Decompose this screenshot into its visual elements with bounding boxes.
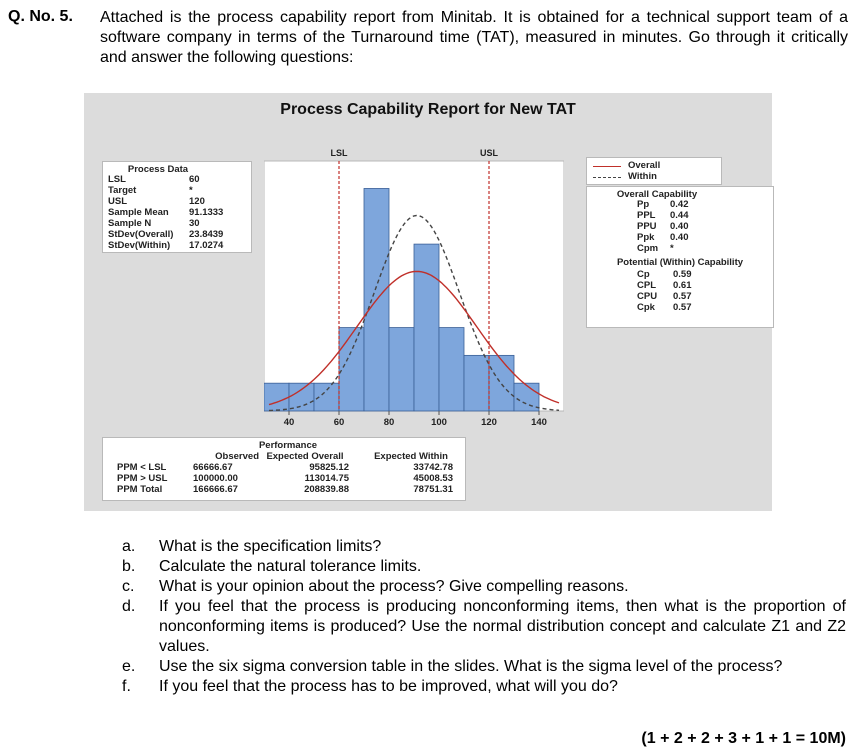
perf-row-label: PPM > USL bbox=[117, 473, 168, 484]
histogram-bar bbox=[464, 355, 489, 411]
perf-row-label: PPM < LSL bbox=[117, 462, 167, 473]
question-item bbox=[122, 597, 846, 657]
histogram-bar bbox=[289, 383, 314, 411]
overall-line-swatch bbox=[593, 166, 621, 167]
potential-capability-header: Potential (Within) Capability bbox=[616, 257, 744, 268]
perf-expected-overall: 208839.88 bbox=[304, 484, 349, 495]
pd-value: 120 bbox=[189, 196, 205, 207]
oc-value: * bbox=[670, 243, 674, 254]
pc-label: Cpk bbox=[637, 302, 655, 313]
x-tick-label: 40 bbox=[283, 417, 295, 428]
col-observed: Observed bbox=[215, 451, 259, 462]
question-text: If you feel that the process has to be improved, what will you do? bbox=[159, 678, 618, 695]
oc-label: PPU bbox=[637, 221, 657, 232]
histogram-bar bbox=[489, 355, 514, 411]
figure-title: Process Capability Report for New TAT bbox=[280, 101, 576, 118]
pd-value: 60 bbox=[189, 174, 200, 185]
question-letter: c. bbox=[122, 578, 135, 595]
pd-value: * bbox=[189, 185, 193, 196]
oc-label: Cpm bbox=[637, 243, 659, 254]
col-expected-within: Expected Within bbox=[374, 451, 448, 462]
question-letter: a. bbox=[122, 538, 136, 555]
within-line-swatch bbox=[593, 177, 621, 178]
question-text: What is the specification limits? bbox=[159, 538, 382, 555]
process-data-table bbox=[102, 161, 252, 253]
oc-label: PPL bbox=[637, 210, 656, 221]
process-data-header: Process Data bbox=[127, 164, 189, 175]
perf-expected-within: 33742.78 bbox=[413, 462, 453, 473]
histogram-bar bbox=[414, 244, 439, 411]
pc-value: 0.59 bbox=[673, 269, 692, 280]
histogram-bar bbox=[389, 328, 414, 411]
perf-expected-within: 78751.31 bbox=[413, 484, 453, 495]
perf-observed: 166666.67 bbox=[193, 484, 238, 495]
question-letter: b. bbox=[122, 558, 136, 575]
histogram-chart bbox=[264, 147, 564, 447]
question-letter: e. bbox=[122, 658, 136, 675]
question-list bbox=[122, 537, 846, 697]
perf-expected-overall: 95825.12 bbox=[309, 462, 349, 473]
capability-report-figure bbox=[84, 93, 772, 511]
question-text: If you feel that the process is producing nonconforming items, then what is the proportion of nonconforming items is produced? Use the normal distribution concept and calculate Z1 and Z2 values. bbox=[159, 598, 846, 655]
pc-label: Cp bbox=[637, 269, 650, 280]
pd-label: StDev(Overall) bbox=[108, 229, 174, 240]
performance-table bbox=[102, 437, 466, 501]
pc-value: 0.61 bbox=[673, 280, 692, 291]
question-text: Calculate the natural tolerance limits. bbox=[159, 558, 422, 575]
chart-legend bbox=[586, 157, 722, 185]
pd-value: 30 bbox=[189, 218, 200, 229]
oc-label: Pp bbox=[637, 199, 650, 210]
question-item bbox=[122, 657, 846, 677]
histogram-bar bbox=[514, 383, 539, 411]
pd-label: LSL bbox=[108, 174, 126, 185]
performance-header: Performance bbox=[258, 440, 318, 451]
x-tick-label: 120 bbox=[481, 417, 497, 428]
histogram-bar bbox=[264, 383, 289, 411]
pc-label: CPU bbox=[637, 291, 658, 302]
histogram-bar bbox=[439, 328, 464, 411]
pd-label: Sample N bbox=[108, 218, 152, 229]
pd-label: Target bbox=[108, 185, 137, 196]
pd-value: 91.1333 bbox=[189, 207, 224, 218]
perf-expected-overall: 113014.75 bbox=[304, 473, 349, 484]
oc-label: Ppk bbox=[637, 232, 655, 243]
question-item bbox=[122, 577, 846, 597]
pd-value: 17.0274 bbox=[189, 240, 224, 251]
col-expected-overall: Expected Overall bbox=[266, 451, 344, 462]
usl-label: USL bbox=[480, 148, 498, 158]
x-tick-label: 60 bbox=[333, 417, 345, 428]
perf-observed: 100000.00 bbox=[193, 473, 238, 484]
capability-table bbox=[586, 186, 774, 328]
question-text: Use the six sigma conversion table in the slides. What is the sigma level of the process? bbox=[159, 658, 783, 675]
perf-row-label: PPM Total bbox=[117, 484, 163, 495]
perf-observed: 66666.67 bbox=[193, 462, 233, 473]
marks-breakdown: (1 + 2 + 2 + 3 + 1 + 1 = 10M) bbox=[641, 730, 846, 747]
pd-label: StDev(Within) bbox=[108, 240, 171, 251]
pc-value: 0.57 bbox=[673, 302, 692, 313]
question-label: Q. No. 5. bbox=[8, 8, 73, 25]
x-tick-label: 100 bbox=[431, 417, 447, 428]
oc-value: 0.40 bbox=[670, 221, 689, 232]
question-item bbox=[122, 557, 846, 577]
question-intro: Attached is the process capability report from Minitab. It is obtained for a technical support team of a software company in terms of the Turnaround time (TAT), measured in minutes. Go through it critically and answer the following questions: bbox=[100, 9, 848, 66]
perf-expected-within: 45008.53 bbox=[413, 473, 453, 484]
legend-within: Within bbox=[628, 171, 657, 182]
pd-value: 23.8439 bbox=[189, 229, 224, 240]
x-tick-label: 140 bbox=[531, 417, 547, 428]
pd-label: Sample Mean bbox=[108, 207, 169, 218]
oc-value: 0.44 bbox=[670, 210, 689, 221]
oc-value: 0.42 bbox=[670, 199, 689, 210]
oc-value: 0.40 bbox=[670, 232, 689, 243]
legend-overall: Overall bbox=[628, 160, 661, 171]
question-text: What is your opinion about the process? Give compelling reasons. bbox=[159, 578, 629, 595]
pc-label: CPL bbox=[637, 280, 656, 291]
x-tick-label: 80 bbox=[383, 417, 395, 428]
overall-capability-header: Overall Capability bbox=[616, 189, 698, 200]
question-letter: f. bbox=[122, 678, 131, 695]
pc-value: 0.57 bbox=[673, 291, 692, 302]
question-item bbox=[122, 537, 846, 557]
question-letter: d. bbox=[122, 598, 136, 615]
question-item bbox=[122, 677, 846, 697]
lsl-label: LSL bbox=[330, 148, 348, 158]
pd-label: USL bbox=[108, 196, 127, 207]
histogram-bar bbox=[314, 383, 339, 411]
histogram-bar bbox=[339, 328, 364, 411]
